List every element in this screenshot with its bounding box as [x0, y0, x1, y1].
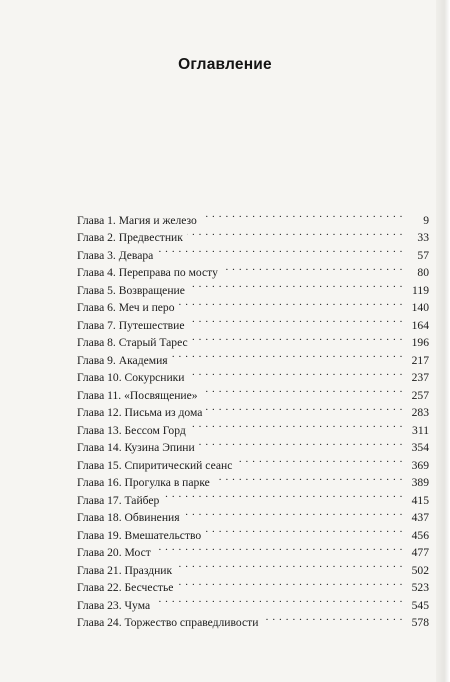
toc-entry-label: Глава 12. Письма из дома [77, 406, 203, 419]
dot-leader [222, 259, 403, 277]
toc-entry-page: 283 [411, 406, 429, 419]
dot-leader [199, 434, 403, 452]
toc-entry-page: 237 [411, 371, 429, 384]
dot-leader [190, 416, 403, 434]
toc-entry-label: Глава 13. Бессом Горд [77, 423, 186, 437]
toc-entry [77, 206, 429, 227]
toc-entry-label: Глава 11. «Посвящение» [77, 388, 198, 402]
dot-leader [202, 381, 403, 399]
dot-leader [154, 591, 403, 609]
toc-entry-page: 257 [411, 388, 429, 402]
toc-entry-label: Глава 4. Переправа по мосту [77, 266, 218, 279]
toc-entry-label: Глава 10. Сокурсники [77, 371, 185, 384]
toc-entry-page: 33 [417, 231, 429, 244]
dot-leader [201, 206, 403, 224]
toc-entry-label: Глава 7. Путешествие [77, 318, 185, 332]
dot-leader [206, 399, 403, 417]
toc-entry-label: Глава 16. Прогулка в парке [77, 476, 210, 489]
dot-leader [187, 224, 403, 242]
toc-entry-page: 196 [411, 336, 429, 349]
dot-leader [157, 241, 403, 259]
toc-entry-label: Глава 3. Девара [77, 248, 154, 262]
toc-entry-page: 523 [411, 581, 429, 594]
table-of-contents [77, 206, 429, 629]
toc-entry-label: Глава 24. Торжество справедливости [77, 616, 259, 629]
toc-entry-label: Глава 22. Бесчестье [77, 581, 174, 594]
toc-entry-page: 437 [411, 511, 429, 524]
toc-entry-page: 415 [411, 493, 429, 507]
dot-leader [172, 346, 403, 364]
toc-entry-label: Глава 23. Чума [77, 598, 151, 612]
toc-entry-label: Глава 1. Магия и железо [77, 213, 197, 227]
toc-entry-page: 502 [411, 563, 429, 577]
dot-leader [192, 329, 403, 347]
toc-entry-label: Глава 20. Мост [77, 546, 151, 559]
dot-leader [189, 276, 403, 294]
dot-leader [189, 311, 403, 329]
page-title: Оглавление [178, 56, 272, 73]
toc-entry-label: Глава 17. Тайбер [77, 493, 160, 507]
toc-entry-page: 369 [411, 458, 429, 472]
toc-entry-label: Глава 21. Праздник [77, 563, 173, 577]
toc-entry-label: Глава 18. Обвинения [77, 511, 180, 524]
toc-entry-label: Глава 8. Старый Тарес [77, 336, 188, 349]
toc-entry-page: 389 [411, 476, 429, 489]
toc-entry-label: Глава 19. Вмешательство [77, 528, 202, 542]
toc-entry-label: Глава 2. Предвестник [77, 231, 183, 244]
toc-entry-page: 545 [411, 598, 429, 612]
dot-leader [262, 609, 403, 627]
page-edge [436, 0, 450, 682]
toc-entry-page: 311 [412, 423, 429, 437]
toc-entry-page: 119 [412, 283, 429, 297]
toc-entry-label: Глава 15. Спиритический сеанс [77, 458, 233, 472]
dot-leader [236, 451, 403, 469]
dot-leader [214, 469, 403, 487]
dot-leader [189, 364, 403, 382]
dot-leader [155, 539, 403, 557]
toc-entry-page: 456 [411, 528, 429, 542]
toc-entry-page: 57 [417, 248, 429, 262]
toc-entry-label: Глава 9. Академия [77, 353, 168, 367]
dot-leader [184, 504, 403, 522]
toc-entry-page: 80 [417, 266, 429, 279]
dot-leader [176, 556, 403, 574]
toc-entry-label: Глава 14. Кузина Эпини [77, 441, 195, 454]
toc-entry-label: Глава 5. Возвращение [77, 283, 185, 297]
toc-entry-page: 578 [411, 616, 429, 629]
dot-leader [179, 294, 403, 312]
dot-leader [177, 574, 403, 592]
toc-entry-page: 164 [411, 318, 429, 332]
toc-entry-page: 140 [411, 301, 429, 314]
toc-entry-page: 9 [423, 213, 429, 227]
toc-entry-page: 354 [411, 441, 429, 454]
toc-entry-page: 477 [411, 546, 429, 559]
toc-entry-label: Глава 6. Меч и перо [77, 301, 175, 314]
toc-entry-page: 217 [411, 353, 429, 367]
dot-leader [163, 486, 403, 504]
dot-leader [205, 521, 403, 539]
